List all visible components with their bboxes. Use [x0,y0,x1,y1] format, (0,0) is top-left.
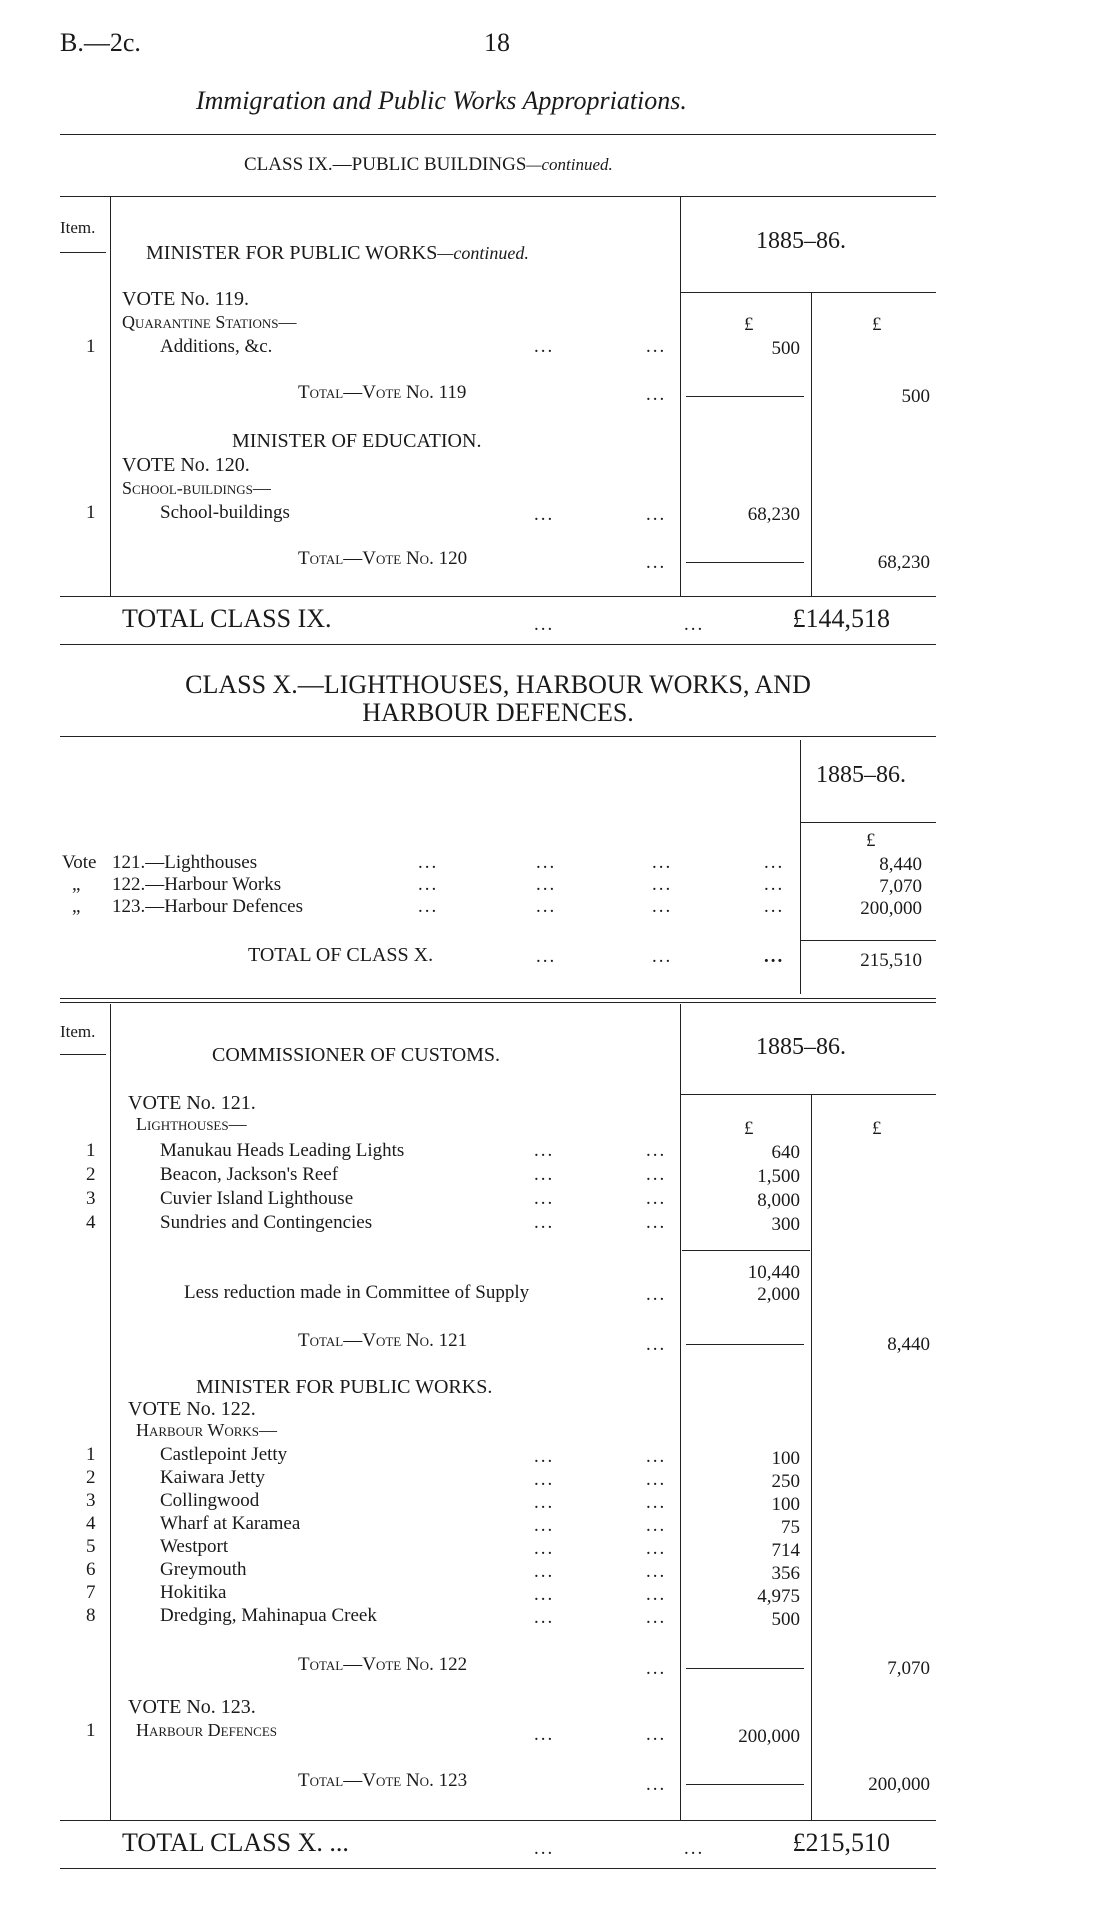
leader-dots: ... [534,1469,555,1490]
item-label: School-buildings [160,502,290,523]
item-number: 1 [86,336,96,357]
leader-dots: ... [534,1607,555,1628]
leader-dots: ... [534,1212,555,1233]
item-label: Westport [160,1536,229,1557]
vote-prefix: „ [72,896,81,917]
item-number: 1 [86,502,96,523]
leader-dots: ... [764,946,785,967]
rule [60,134,936,135]
item-number: 8 [86,1605,96,1626]
leader-dots: ... [536,852,557,873]
item-amount: 500 [771,338,800,359]
vote-subheading: Harbour Works— [136,1420,278,1440]
rule [686,1784,804,1785]
item-label: Dredging, Mahinapua Creek [160,1605,377,1626]
class-total-label: TOTAL CLASS IX. [122,604,332,633]
minister-heading: MINISTER OF EDUCATION. [232,430,482,452]
vote-total-label: Total—Vote No. 123 [298,1770,468,1791]
summary-total: 215,510 [860,950,922,971]
page-title: Immigration and Public Works Appropriations. [196,86,687,115]
item-label: Castlepoint Jetty [160,1444,288,1465]
item-amount: 8,000 [757,1190,800,1211]
item-amount: 100 [771,1448,800,1469]
vote-subtotal: 10,440 [747,1262,800,1283]
leader-dots: ... [534,1446,555,1467]
leader-dots: ... [534,1492,555,1513]
vote-total: 8,440 [887,1334,930,1355]
leader-dots: ... [418,896,439,917]
leader-dots: ... [764,874,785,895]
item-label: Greymouth [160,1559,247,1580]
item-number: 1 [86,1444,96,1465]
leader-dots: ... [534,1515,555,1536]
page-number: 18 [484,28,510,57]
leader-dots: ... [534,1538,555,1559]
rule [60,998,936,999]
class9-heading [244,154,613,176]
rule [682,1250,810,1251]
item-column-rule [110,1004,111,1820]
item-label: Manukau Heads Leading Lights [160,1140,405,1161]
vote-total: 200,000 [868,1774,930,1795]
item-label: Harbour Defences [136,1720,278,1740]
rule [60,1054,106,1055]
summary-total-label: TOTAL OF CLASS X. [248,944,434,966]
item-number: 3 [86,1490,96,1511]
rule [686,1668,804,1669]
vote-subheading: Quarantine Stations— [122,312,297,332]
leader-dots: ... [534,1188,555,1209]
vote-total-label: Total—Vote No. 121 [298,1330,468,1351]
leader-dots: ... [534,1140,555,1161]
document-reference: B.—2c. [60,28,141,57]
amount-column-rule [811,292,812,596]
leader-dots: ... [652,874,673,895]
item-number: 3 [86,1188,96,1209]
rule [60,196,936,197]
class9-heading-continued: —continued. [526,155,613,174]
reduction-label: Less reduction made in Committee of Supply [184,1282,530,1303]
leader-dots: ... [646,1446,667,1467]
minister-heading: MINISTER FOR PUBLIC WORKS. [196,1376,493,1398]
item-amount: 356 [771,1563,800,1584]
item-number: 4 [86,1513,96,1534]
item-number: 7 [86,1582,96,1603]
vote-total-label: Total—Vote No. 120 [298,548,468,569]
rule [60,1868,936,1869]
leader-dots: ... [646,1492,667,1513]
leader-dots: ... [534,336,555,357]
class-total: £215,510 [792,1828,890,1857]
currency-symbol: £ [872,1118,882,1139]
leader-dots: ... [646,384,667,405]
vote-summary-amount: 7,070 [879,876,922,897]
item-label: Wharf at Karamea [160,1513,301,1534]
class-total-label: TOTAL CLASS X. ... [122,1828,349,1857]
vote-title: VOTE No. 120. [122,454,250,476]
leader-dots: ... [646,1515,667,1536]
rule [60,736,936,737]
leader-dots: ... [646,1584,667,1605]
item-label: Additions, &c. [160,336,273,357]
reduction-amount: 2,000 [757,1284,800,1305]
year-column-rule [800,740,801,994]
leader-dots: ... [684,1838,705,1859]
vote-summary-label: 121.—Lighthouses [112,852,258,873]
item-number: 6 [86,1559,96,1580]
vote-summary-amount: 8,440 [879,854,922,875]
minister-heading [146,242,529,265]
vote-total: 500 [901,386,930,407]
item-number: 1 [86,1140,96,1161]
item-amount: 300 [771,1214,800,1235]
currency-symbol: £ [866,830,876,851]
item-column-rule [110,196,111,596]
leader-dots: ... [646,1774,667,1795]
item-label: Cuvier Island Lighthouse [160,1188,354,1209]
item-amount: 1,500 [757,1166,800,1187]
vote-total: 68,230 [877,552,930,573]
leader-dots: ... [646,1284,667,1305]
leader-dots: ... [764,852,785,873]
rule [686,396,804,397]
leader-dots: ... [646,1334,667,1355]
rule [686,562,804,563]
amount-column-rule [811,1094,812,1820]
leader-dots: ... [646,1140,667,1161]
leader-dots: ... [652,946,673,967]
rule [800,940,936,941]
leader-dots: ... [646,1724,667,1745]
year-header: 1885–86. [816,762,906,788]
vote-prefix: „ [72,874,81,895]
vote-prefix: Vote [62,852,97,873]
vote-summary-label: 122.—Harbour Works [112,874,282,895]
item-column-header: Item. [60,218,96,237]
vote-summary-amount: 200,000 [860,898,922,919]
leader-dots: ... [646,1561,667,1582]
item-label: Hokitika [160,1582,227,1603]
rule [60,644,936,645]
item-amount: 75 [781,1517,800,1538]
vote-total: 7,070 [887,1658,930,1679]
vote-summary-label: 123.—Harbour Defences [112,896,303,917]
leader-dots: ... [646,1164,667,1185]
rule [680,292,936,293]
leader-dots: ... [652,852,673,873]
leader-dots: ... [418,852,439,873]
year-header: 1885–86. [756,228,846,254]
minister-heading-main: MINISTER FOR PUBLIC WORKS [146,242,438,264]
rule [800,822,936,823]
item-amount: 100 [771,1494,800,1515]
leader-dots: ... [646,1469,667,1490]
vote-title: VOTE No. 119. [122,288,250,310]
item-label: Kaiwara Jetty [160,1467,265,1488]
leader-dots: ... [536,874,557,895]
leader-dots: ... [534,1561,555,1582]
item-amount: 4,975 [757,1586,800,1607]
leader-dots: ... [646,504,667,525]
leader-dots: ... [536,896,557,917]
item-label: Beacon, Jackson's Reef [160,1164,339,1185]
leader-dots: ... [534,1838,555,1859]
leader-dots: ... [646,1538,667,1559]
item-number: 2 [86,1164,96,1185]
vote-total-label: Total—Vote No. 122 [298,1654,468,1675]
leader-dots: ... [652,896,673,917]
rule [60,596,936,597]
vote-title: VOTE No. 123. [128,1696,256,1718]
commissioner-heading: COMMISSIONER OF CUSTOMS. [212,1044,501,1066]
leader-dots: ... [684,614,705,635]
leader-dots: ... [646,1212,667,1233]
leader-dots: ... [534,1584,555,1605]
rule [686,1344,804,1345]
year-header: 1885–86. [756,1034,846,1060]
year-column-rule [680,1004,681,1820]
leader-dots: ... [646,1188,667,1209]
item-label: Sundries and Contingencies [160,1212,373,1233]
item-amount: 500 [771,1609,800,1630]
leader-dots: ... [536,946,557,967]
item-column-header: Item. [60,1022,96,1041]
item-number: 5 [86,1536,96,1557]
item-number: 1 [86,1720,96,1741]
class10-heading-line1: CLASS X.—LIGHTHOUSES, HARBOUR WORKS, AND [185,670,811,699]
currency-symbol: £ [872,314,882,335]
leader-dots: ... [534,1724,555,1745]
currency-symbol: £ [744,314,754,335]
item-amount: 714 [771,1540,800,1561]
vote-subheading: School-buildings— [122,478,271,498]
rule [60,1820,936,1821]
currency-symbol: £ [744,1118,754,1139]
leader-dots: ... [646,1607,667,1628]
leader-dots: ... [418,874,439,895]
leader-dots: ... [646,1658,667,1679]
rule [60,252,106,253]
item-amount: 250 [771,1471,800,1492]
item-number: 2 [86,1467,96,1488]
item-amount: 200,000 [738,1726,800,1747]
year-column-rule [680,196,681,596]
vote-title: VOTE No. 121. [128,1092,256,1114]
class-total: £144,518 [792,604,890,633]
leader-dots: ... [646,552,667,573]
rule [60,1002,936,1003]
vote-total-label: Total—Vote No. 119 [298,382,467,403]
leader-dots: ... [764,896,785,917]
vote-title: VOTE No. 122. [128,1398,256,1420]
vote-subheading: Lighthouses— [136,1114,247,1134]
leader-dots: ... [534,504,555,525]
class9-heading-main: CLASS IX.—PUBLIC BUILDINGS [244,154,527,175]
class10-heading-line2: HARBOUR DEFENCES. [362,698,634,727]
item-amount: 640 [771,1142,800,1163]
leader-dots: ... [534,1164,555,1185]
leader-dots: ... [646,336,667,357]
minister-heading-continued: —continued. [437,243,529,263]
rule [680,1094,936,1095]
item-amount: 68,230 [747,504,800,525]
item-label: Collingwood [160,1490,260,1511]
leader-dots: ... [534,614,555,635]
item-number: 4 [86,1212,96,1233]
